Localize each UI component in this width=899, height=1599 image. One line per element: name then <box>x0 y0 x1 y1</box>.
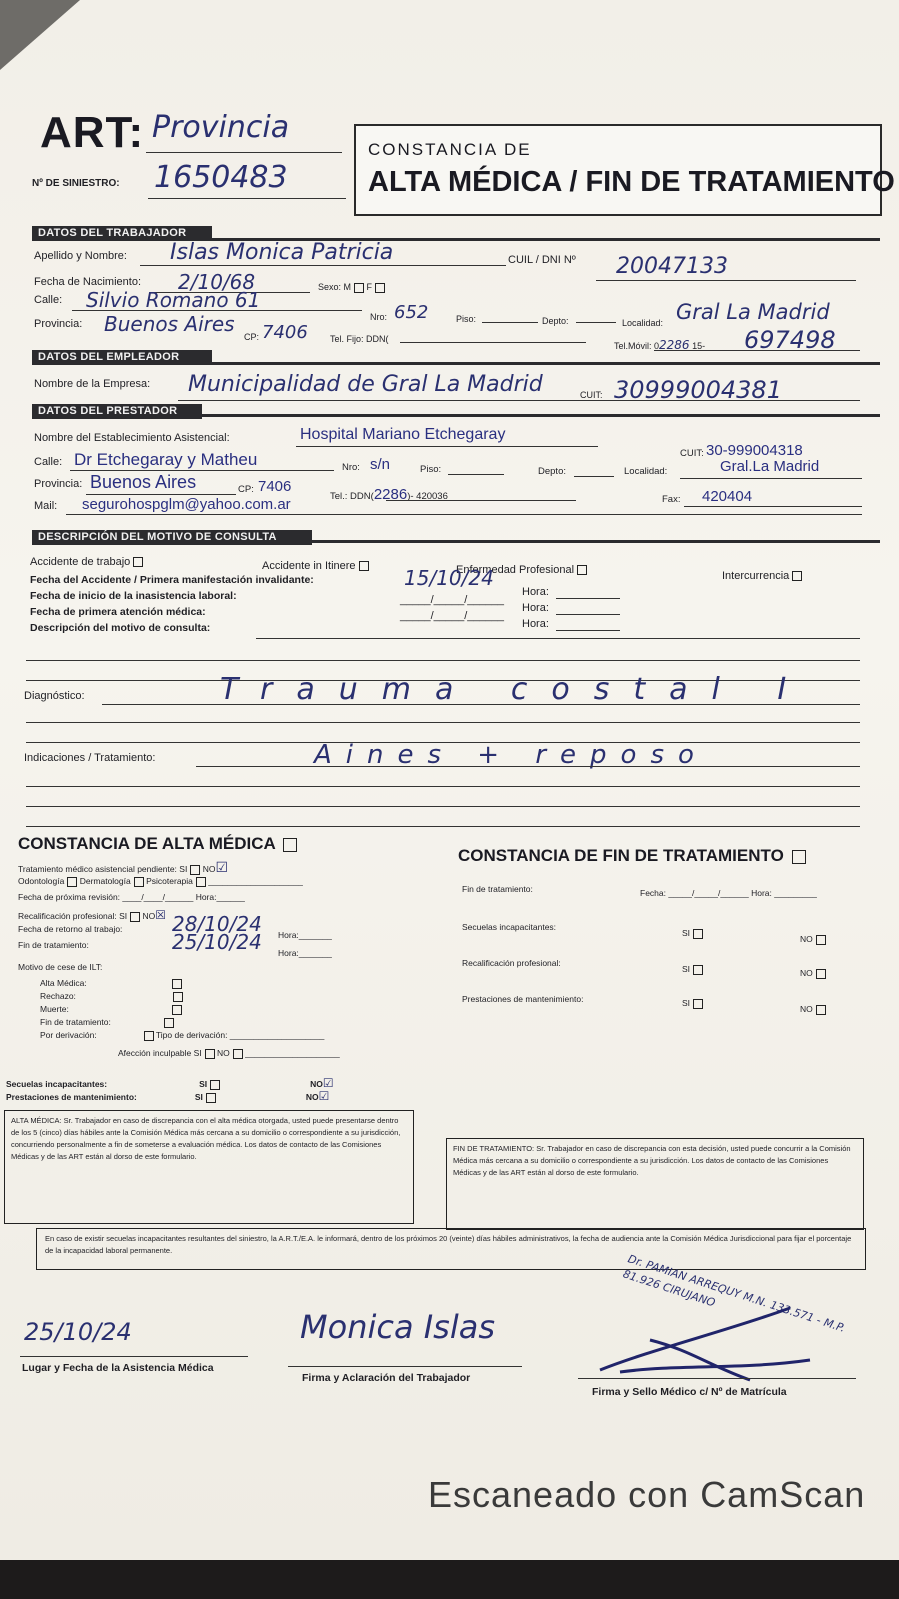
accidente-trabajo: Accidente de trabajo <box>30 556 143 568</box>
scanner-watermark: Escaneado con CamScan <box>428 1474 866 1515</box>
fin-prestaciones-no: NO <box>800 1004 826 1015</box>
accidente-itinere: Accidente in Itinere <box>262 560 369 572</box>
fin-fecha: Fecha: _____/_____/______ Hora: _________ <box>640 888 817 898</box>
nacimiento-value: 2/10/68 <box>178 270 256 294</box>
prest-localidad-label: Localidad: <box>624 466 668 477</box>
footer-notice: En caso de existir secuelas incapacitantes resultantes del siniestro, la A.R.T./E.A. le informará, dentro de los próximos 20 (veinte) días hábiles administrativos, la fecha de audiencia ante la Comisión Médica Jurisdiccional para fijar el porcentaje de la incapacidad laboral permanente. <box>45 1234 852 1255</box>
indicaciones-value: Aines + reposo <box>314 740 708 770</box>
fecha-accidente-value: 15/10/24 <box>404 566 494 590</box>
fax-value: 420404 <box>702 488 753 505</box>
hora-1-label: Hora: <box>522 586 549 598</box>
alta-retorno-label: Fecha de retorno al trabajo: <box>18 924 123 934</box>
empresa-cuit-label: CUIT: <box>580 390 603 400</box>
art-label: ART: <box>40 108 145 157</box>
apellido-value: Islas Monica Patricia <box>170 240 394 265</box>
localidad-label: Localidad: <box>622 318 664 328</box>
prest-calle-value: Dr Etchegaray y Matheu <box>74 450 258 469</box>
prest-nro-label: Nro: <box>342 462 360 473</box>
fin-secuelas-si: SI <box>682 928 703 939</box>
trab-cp-value: 7406 <box>262 322 308 343</box>
diagnostico-value: Trauma costal I <box>220 672 811 707</box>
title-big: ALTA MÉDICA / FIN DE TRATAMIENTO <box>368 166 895 198</box>
prest-provincia-label: Provincia: <box>34 478 83 490</box>
prest-nro-value: s/n <box>370 456 391 473</box>
fin-recalificacion: Recalificación profesional: <box>462 958 561 968</box>
prest-piso-label: Piso: <box>420 464 442 475</box>
signature-date: 25/10/24 <box>24 1318 132 1346</box>
empresa-cuit-value: 30999004381 <box>614 376 782 404</box>
alta-retorno-hora: Hora:_______ <box>278 930 332 940</box>
section-trabajador: DATOS DEL TRABAJADOR <box>32 226 212 241</box>
doctor-signature-icon <box>590 1300 830 1390</box>
hora-2-label: Hora: <box>522 602 549 614</box>
calle-label: Calle: <box>34 294 63 306</box>
sexo-label: Sexo: M F <box>318 282 385 293</box>
trab-cp-label: CP: <box>244 332 260 342</box>
mail-value: segurohospglm@yahoo.com.ar <box>82 496 291 513</box>
cuil-value: 20047133 <box>616 254 728 279</box>
alta-fin-trat-hora: Hora:_______ <box>278 948 332 958</box>
indicaciones-label: Indicaciones / Tratamiento: <box>24 752 156 764</box>
alta-especialidades: Odontología Dermatología Psicoterapia ____________________ <box>18 876 303 886</box>
intercurrencia: Intercurrencia <box>722 570 802 582</box>
alta-afeccion: Afección inculpable SI NO ____________________ <box>118 1048 340 1058</box>
fecha-accidente-label: Fecha del Accidente / Primera manifestación invalidante: <box>30 574 314 586</box>
fin-recalificacion-si: SI <box>682 964 703 975</box>
estab-label: Nombre del Establecimiento Asistencial: <box>34 432 230 444</box>
prest-calle-label: Calle: <box>34 456 63 468</box>
nacimiento-label: Fecha de Nacimiento: <box>34 276 141 288</box>
medico-label: Firma y Sello Médico c/ Nº de Matrícula <box>592 1386 787 1398</box>
doctor-stamp: Dr. PAMIAN ARREQUY M.N. 133.571 - M.P. 81.926 CIRUJANO <box>621 1252 847 1335</box>
fin-secuelas: Secuelas incapacitantes: <box>462 922 557 932</box>
worker-signature: Monica Islas <box>300 1308 496 1346</box>
siniestro-label: Nº DE SINIESTRO: <box>32 178 120 189</box>
calle-value: Silvio Romano 61 <box>86 288 261 312</box>
empresa-value: Municipalidad de Gral La Madrid <box>188 372 543 397</box>
inicio-label: Fecha de inicio de la inasistencia laboral: <box>30 590 237 602</box>
nro-label: Nro: <box>370 312 388 322</box>
trab-tel-label: Tel. Fijo: DDN( <box>330 334 389 344</box>
movil-value: 697498 <box>744 326 836 354</box>
fin-secuelas-no: NO <box>800 934 826 945</box>
alta-secuelas: Secuelas incapacitantes: SI NO☑ <box>6 1076 334 1090</box>
fin-notice: FIN DE TRATAMIENTO: Sr. Trabajador en caso de discrepancia con esta decisión, usted puede concurrir a la Comisión Médica más cercana a su domicilio o correspondiente a su jurisdicción. Los datos de contacto de las Comisiones Médicas y de las ART están al dorso de este formulario. <box>453 1144 851 1177</box>
alta-motivo-label: Motivo de cese de ILT: <box>18 962 103 972</box>
empresa-label: Nombre de la Empresa: <box>34 378 151 390</box>
prest-provincia-value: Buenos Aires <box>90 472 197 492</box>
alta-medica-opt: Alta Médica: <box>40 978 182 989</box>
fin-title: CONSTANCIA DE FIN DE TRATAMIENTO <box>458 846 806 866</box>
art-value: Provincia <box>152 110 290 145</box>
movil-label: Tel.Móvil: 02286 15- <box>614 338 706 352</box>
bottom-band <box>0 1560 899 1599</box>
localidad-value: Gral La Madrid <box>676 300 830 324</box>
provincia-value: Buenos Aires <box>104 312 235 336</box>
fin-prestaciones-si: SI <box>682 998 703 1009</box>
alta-proxima: Fecha de próxima revisión: ____/____/______ Hora:______ <box>18 892 245 902</box>
prest-cp-label: CP: <box>238 484 254 495</box>
trabajador-label: Firma y Aclaración del Trabajador <box>302 1372 471 1384</box>
section-empleador: DATOS DEL EMPLEADOR <box>32 350 212 365</box>
depto-label: Depto: <box>542 316 569 326</box>
alta-pendiente: Tratamiento médico asistencial pendiente: SI NO☑ <box>18 860 229 876</box>
alta-retorno-value: 28/10/24 <box>172 912 262 936</box>
section-prestador: DATOS DEL PRESTADOR <box>32 404 202 419</box>
prest-tel-label: Tel.: DDN(2286)- 420036 <box>330 486 448 503</box>
fin-notice-box <box>446 1138 864 1230</box>
alta-notice: ALTA MÉDICA: Sr. Trabajador en caso de discrepancia con el alta médica otorgada, usted puede presentarse dentro de los 5 (cinco) días hábiles ante la Comisión Médica más cercana a su domicilio o correspondiente a su jurisdicción, concurriendo personalmente a fin de someterse a evaluación médica. Los datos de contacto de las Comisiones Médicas y de las ART están al dorso de este formulario. <box>11 1116 401 1161</box>
alta-prestaciones: Prestaciones de mantenimiento: SI NO☑ <box>6 1089 330 1103</box>
alta-fin-opt: Fin de tratamiento: <box>40 1017 174 1028</box>
title-small: CONSTANCIA DE <box>368 140 532 159</box>
atencion-label: Fecha de primera atención médica: <box>30 606 206 618</box>
fin-recalificacion-no: NO <box>800 968 826 979</box>
fin-trat-label: Fin de tratamiento: <box>462 884 533 894</box>
descripcion-label: Descripción del motivo de consulta: <box>30 622 211 634</box>
piso-label: Piso: <box>456 314 477 324</box>
alta-title: CONSTANCIA DE ALTA MÉDICA <box>18 834 297 854</box>
prest-cuit-value: 30-999004318 <box>706 442 803 459</box>
prest-cp-value: 7406 <box>258 478 292 495</box>
diagnostico-label: Diagnóstico: <box>24 690 85 702</box>
page-corner-shadow <box>0 0 80 70</box>
alta-muerte-opt: Muerte: <box>40 1004 182 1015</box>
provincia-label: Provincia: <box>34 318 83 330</box>
enfermedad-profesional: Enfermedad Profesional <box>456 564 587 576</box>
prest-localidad-value: Gral.La Madrid <box>720 458 820 475</box>
section-consulta: DESCRIPCIÓN DEL MOTIVO DE CONSULTA <box>32 530 312 545</box>
prest-depto-label: Depto: <box>538 466 566 477</box>
alta-recalificacion: Recalificación profesional: SI NO☒ <box>18 908 167 922</box>
alta-fin-trat-value: 25/10/24 <box>172 930 262 954</box>
mail-label: Mail: <box>34 500 58 512</box>
fin-prestaciones: Prestaciones de mantenimiento: <box>462 994 584 1004</box>
alta-rechazo-opt: Rechazo: <box>40 991 183 1002</box>
alta-notice-box <box>4 1110 414 1224</box>
prest-cuit-label: CUIT: <box>680 448 704 459</box>
siniestro-value: 1650483 <box>154 160 288 195</box>
cuil-label: CUIL / DNI Nº <box>508 254 576 266</box>
alta-derivacion-opt: Por derivación: Tipo de derivación: ____________________ <box>40 1030 325 1040</box>
alta-fin-trat-label: Fin de tratamiento: <box>18 940 89 950</box>
fax-label: Fax: <box>662 494 681 505</box>
apellido-label: Apellido y Nombre: <box>34 250 127 262</box>
hora-3-label: Hora: <box>522 618 549 630</box>
nro-value: 652 <box>394 302 429 323</box>
footer-notice-box <box>36 1228 866 1270</box>
form-sheet: ART: Provincia Nº DE SINIESTRO: 1650483 CONSTANCIA DE ALTA MÉDICA / FIN DE TRATAMIENTO DATOS DEL TRABAJADOR Apellido y Nombre: Islas Monica Patricia CUIL / DNI Nº 20047133 Fecha de Nacimiento: 2/10/68 Sexo: M F Calle: Silvio Romano 61 Nro: 652 Piso: Depto: Localidad: Gral La Madrid Provincia: Buenos Aires CP: 7406 Tel. Fijo: DDN( Tel.Móvil: 02286 15- 697498 DATOS DEL EMPLEADOR Nombre de la Empresa: Municipalidad de Gral La Madrid CUIT: 30999004381 DATOS DEL PRESTADOR Nombre del Establecimiento Asistencial: Hospital Mariano Etchegaray CUIT: 30-999004318 Calle: Dr Etchegaray y Matheu Nro: s/n Piso: Depto: Localidad: Gral.La Madrid Provincia: Buenos Aires CP: 7406 Tel.: DDN(2286)- 420036 Fax: 420404 Mail: segurohospglm@yahoo.com.ar DESCRIPCIÓN DEL MOTIVO DE CONSULTA Accidente de trabajo Accidente in Itinere Enfermedad Profesional Intercurrencia Fecha del Accidente / Primera manifestación invalidante: 15/10/24 Hora: Fecha de inicio de la inasistencia laboral: _____/_____/______ Hora: Fecha de primera atención médica: _____/_____/______ Hora: Descripción del motivo de consulta: Diagnóstico: Trauma costal I Indicaciones / Tratamiento: Aines + reposo CONSTANCIA DE ALTA MÉDICA Tratamiento médico asistencial pendiente: SI NO☑ Odontología Dermatología Psicoterapia ____________________ Fecha de próxima revisión: ____/____/______ Hora:______ Recalificación profesional: SI NO☒ Fecha de retorno al trabajo: 28/10/24 Hora:_______ Fin de tratamiento: 25/10/24 Hora:_______ Motivo de cese de ILT: Alta Médica: Rechazo: Muerte: Fin de tratamiento: Por derivación: Tipo de derivación: ____________________ Afección inculpable SI NO ____________________ Secuelas incapacitantes: SI NO☑ Prestaciones de mantenimiento: SI NO☑ ALTA MÉDICA: Sr. Trabajador en caso de discrepancia con el alta médica otorgada, usted puede presentarse dentro de los 5 (cinco) días hábiles ante la Comisión Médica más cercana a su domicilio o correspondiente a su jurisdicción, concurriendo personalmente a fin de someterse a evaluación médica. Los datos de contacto de las Comisiones Médicas y de las ART están al dorso de este formulario. CONSTANCIA DE FIN DE TRATAMIENTO Fin de tratamiento: Fecha: _____/_____/______ Hora: _________ Secuelas incapacitantes: SI NO Recalificación profesional: SI NO Prestaciones de mantenimiento: SI NO FIN DE TRATAMIENTO: Sr. Trabajador en caso de discrepancia con esta decisión, usted puede concurrir a la Comisión Médica más cercana a su domicilio o correspondiente a su jurisdicción. Los datos de contacto de las Comisiones Médicas y de las ART están al dorso de este formulario. En caso de existir secuelas incapacitantes resultantes del siniestro, la A.R.T./E.A. le informará, dentro de los próximos 20 (veinte) días hábiles administrativos, la fecha de audiencia ante la Comisión Médica Jurisdiccional para fijar el porcentaje de la incapacidad laboral permanente. 25/10/24 Lugar y Fecha de la Asistencia Médica Monica Islas Firma y Aclaración del Trabajador Dr. PAMIAN ARREQUY M.N. 133.571 - M.P. 81.926 CIRUJANO Firma y Sello Médico c/ Nº de Matrícula Escaneado con CamScan <box>0 0 899 1560</box>
lugar-fecha-label: Lugar y Fecha de la Asistencia Médica <box>22 1362 214 1374</box>
estab-value: Hospital Mariano Etchegaray <box>300 426 506 443</box>
title-box <box>354 124 895 216</box>
